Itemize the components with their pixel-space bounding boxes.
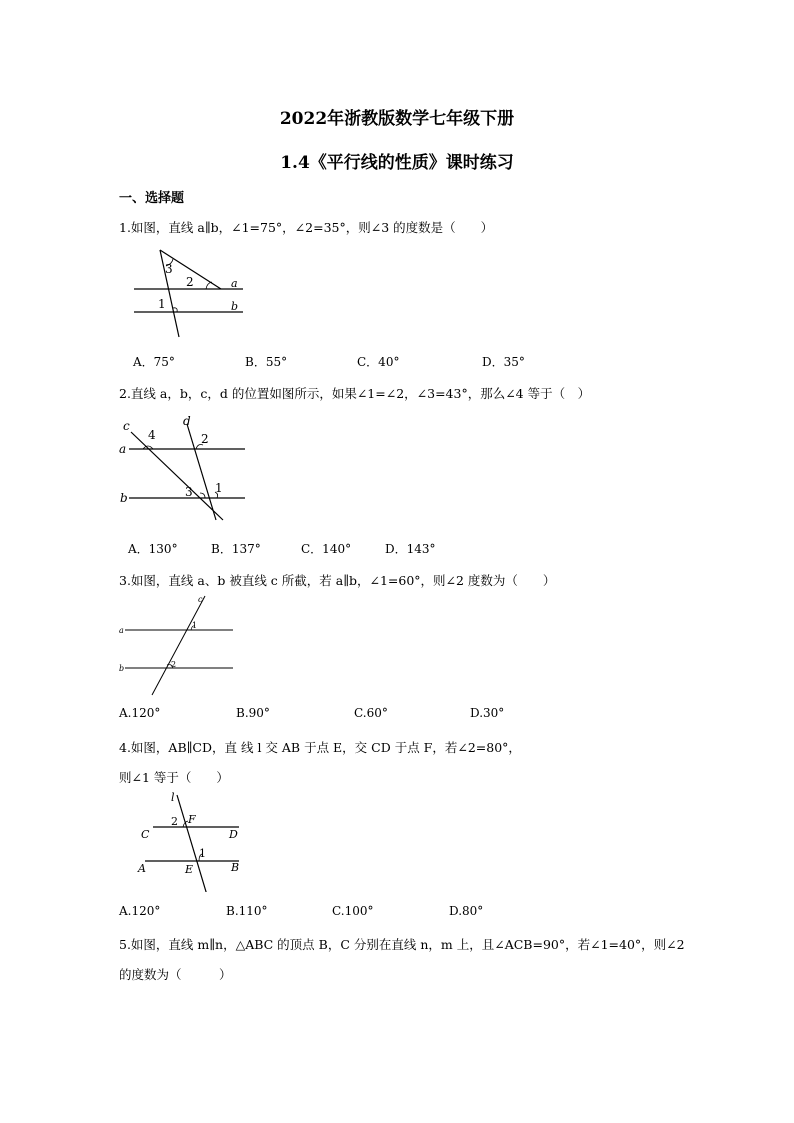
question-1-figure bbox=[120, 240, 270, 340]
question-3-figure bbox=[115, 593, 240, 698]
q2-option-a: A．130° bbox=[128, 542, 178, 556]
q4-option-d: D.80° bbox=[449, 904, 484, 918]
line-l bbox=[177, 795, 207, 892]
angle-label-4: 4 bbox=[148, 428, 156, 442]
line-label-b: b bbox=[120, 491, 128, 505]
q2-option-b: B．137° bbox=[211, 542, 261, 556]
q1-option-b: B．55° bbox=[245, 355, 288, 369]
q1-option-d: D．35° bbox=[482, 355, 525, 369]
angle-label-2: 2 bbox=[186, 275, 194, 289]
document-subtitle: 1.4《平行线的性质》课时练习 bbox=[280, 153, 514, 173]
question-2-text: 2.直线 a，b，c，d 的位置如图所示，如果∠1=∠2，∠3=43°，那么∠4 等于（ ） bbox=[119, 386, 591, 401]
point-label-d: D bbox=[229, 828, 238, 841]
point-label-b: B bbox=[231, 861, 240, 874]
q4-option-c: C.100° bbox=[332, 904, 374, 918]
document-title: 2022年浙教版数学七年级下册 bbox=[279, 109, 515, 129]
angle-label-2: 2 bbox=[201, 432, 209, 446]
line-c bbox=[131, 432, 223, 520]
line-label-c: c bbox=[123, 419, 130, 433]
line-label-a: a bbox=[231, 277, 238, 290]
line-c bbox=[152, 596, 205, 695]
q4-option-a: A.120° bbox=[119, 904, 161, 918]
point-label-e: E bbox=[185, 863, 194, 876]
q2-option-d: D．143° bbox=[385, 542, 436, 556]
point-label-a: A bbox=[138, 862, 146, 875]
question-5-text: 5.如图，直线 m∥n，△ABC 的顶点 B，C 分别在直线 n，m 上，且∠ACB=90°，若∠1=40°，则∠2 bbox=[119, 937, 685, 952]
q2-option-c: C．140° bbox=[301, 542, 352, 556]
q3-option-c: C.60° bbox=[354, 706, 388, 720]
angle-label-1: 1 bbox=[192, 621, 198, 630]
line-label-a: a bbox=[119, 442, 127, 456]
angle-label-3: 3 bbox=[185, 485, 193, 499]
question-5-text-line2: 的度数为（ ） bbox=[119, 967, 232, 982]
point-label-c: C bbox=[141, 828, 150, 841]
q1-option-a: A．75° bbox=[133, 355, 175, 369]
question-2-figure bbox=[115, 410, 260, 525]
question-4-figure bbox=[135, 787, 250, 892]
line-label-d: d bbox=[183, 414, 191, 428]
q1-option-c: C．40° bbox=[357, 355, 400, 369]
line-label-b: b bbox=[231, 300, 239, 313]
q4-option-b: B.110° bbox=[226, 904, 268, 918]
question-4-text-line2: 则∠1 等于（ ） bbox=[119, 770, 229, 785]
question-3-text: 3.如图，直线 a、b 被直线 c 所截，若 a∥b，∠1=60°，则∠2 度数为（ ） bbox=[119, 573, 556, 588]
line-label-b: b bbox=[119, 664, 125, 673]
question-4-text: 4.如图，AB∥CD，直 线 l 交 AB 于点 E，交 CD 于点 F，若∠2=80°， bbox=[119, 740, 521, 755]
q3-option-a: A.120° bbox=[119, 706, 161, 720]
angle-label-3: 3 bbox=[165, 262, 173, 276]
angle-label-1: 1 bbox=[199, 847, 206, 860]
line-label-a: a bbox=[119, 626, 124, 635]
line-label-l: l bbox=[171, 791, 175, 804]
point-label-f: F bbox=[188, 813, 196, 826]
section-heading: 一、选择题 bbox=[119, 191, 185, 206]
angle-label-2: 2 bbox=[171, 815, 178, 828]
q3-option-d: D.30° bbox=[470, 706, 505, 720]
angle-label-1: 1 bbox=[215, 481, 223, 495]
angle-label-2: 2 bbox=[171, 660, 177, 669]
angle-label-1: 1 bbox=[158, 297, 166, 311]
q3-option-b: B.90° bbox=[236, 706, 270, 720]
question-1-text: 1.如图，直线 a∥b，∠1=75°，∠2=35°，则∠3 的度数是（ ） bbox=[119, 220, 494, 235]
line-label-c: c bbox=[198, 595, 203, 604]
